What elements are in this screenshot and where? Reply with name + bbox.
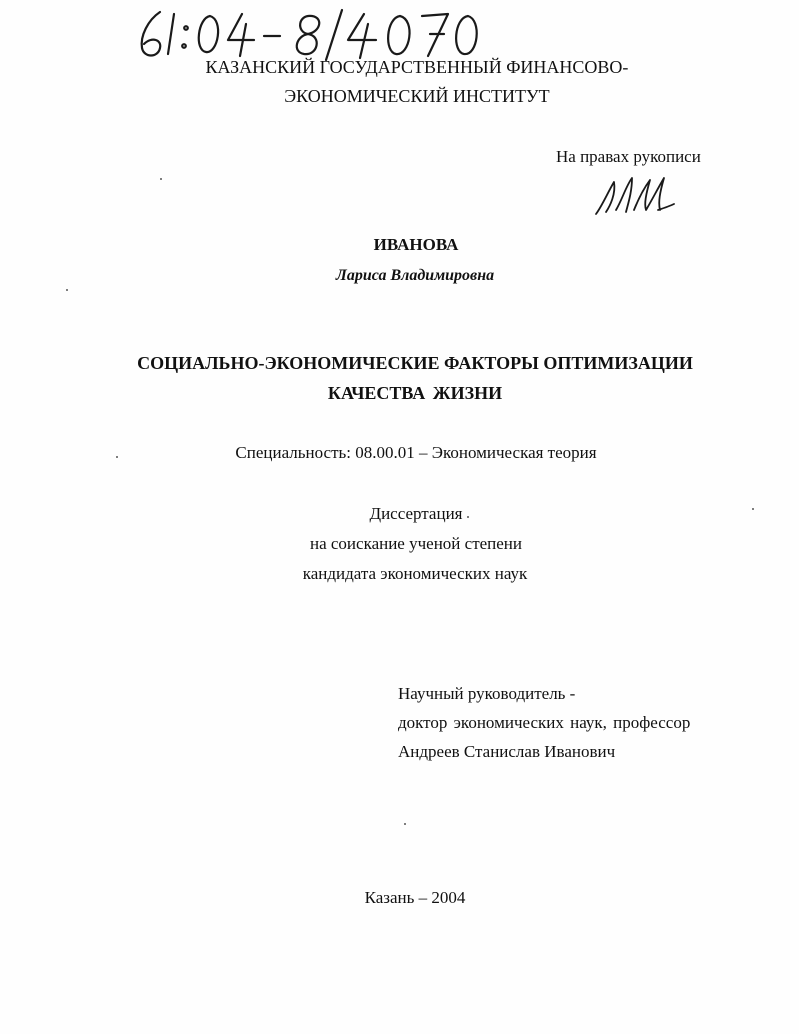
institute-name-line2: ЭКОНОМИЧЕСКИЙ ИНСТИТУТ [284,86,550,106]
manuscript-rights-note: На правах рукописи [556,147,701,166]
supervisor-name: Андреев Станислав Иванович [398,742,616,761]
specialty-line: Специальность: 08.00.01 – Экономическая теория [235,443,597,462]
author-surname: ИВАНОВА [373,235,459,254]
degree-purpose-line: на соискание ученой степени [309,534,523,553]
supervisor-degree: доктор экономических наук, профессор [398,713,691,732]
scan-speck [404,823,406,825]
institute-name-line1: КАЗАНСКИЙ ГОСУДАРСТВЕННЫЙ ФИНАНСОВО- [205,57,629,77]
supervisor-label: Научный руководитель - [398,684,576,703]
scan-speck [752,508,754,510]
dissertation-title-line1: СОЦИАЛЬНО-ЭКОНОМИЧЕСКИЕ ФАКТОРЫ ОПТИМИЗАЦИИ [137,353,693,373]
scan-speck [160,178,162,180]
handwritten-signature [588,170,678,218]
scan-speck [116,456,118,458]
scan-speck [467,516,469,518]
scan-speck [66,289,68,291]
handwritten-archive-code [130,2,480,64]
dissertation-label: Диссертация [369,504,463,523]
degree-name-line: кандидата экономических наук [302,564,528,583]
dissertation-title-line2: КАЧЕСТВА ЖИЗНИ [327,383,503,403]
city-year: Казань – 2004 [364,888,466,907]
author-given-name: Лариса Владимировна [335,267,495,284]
